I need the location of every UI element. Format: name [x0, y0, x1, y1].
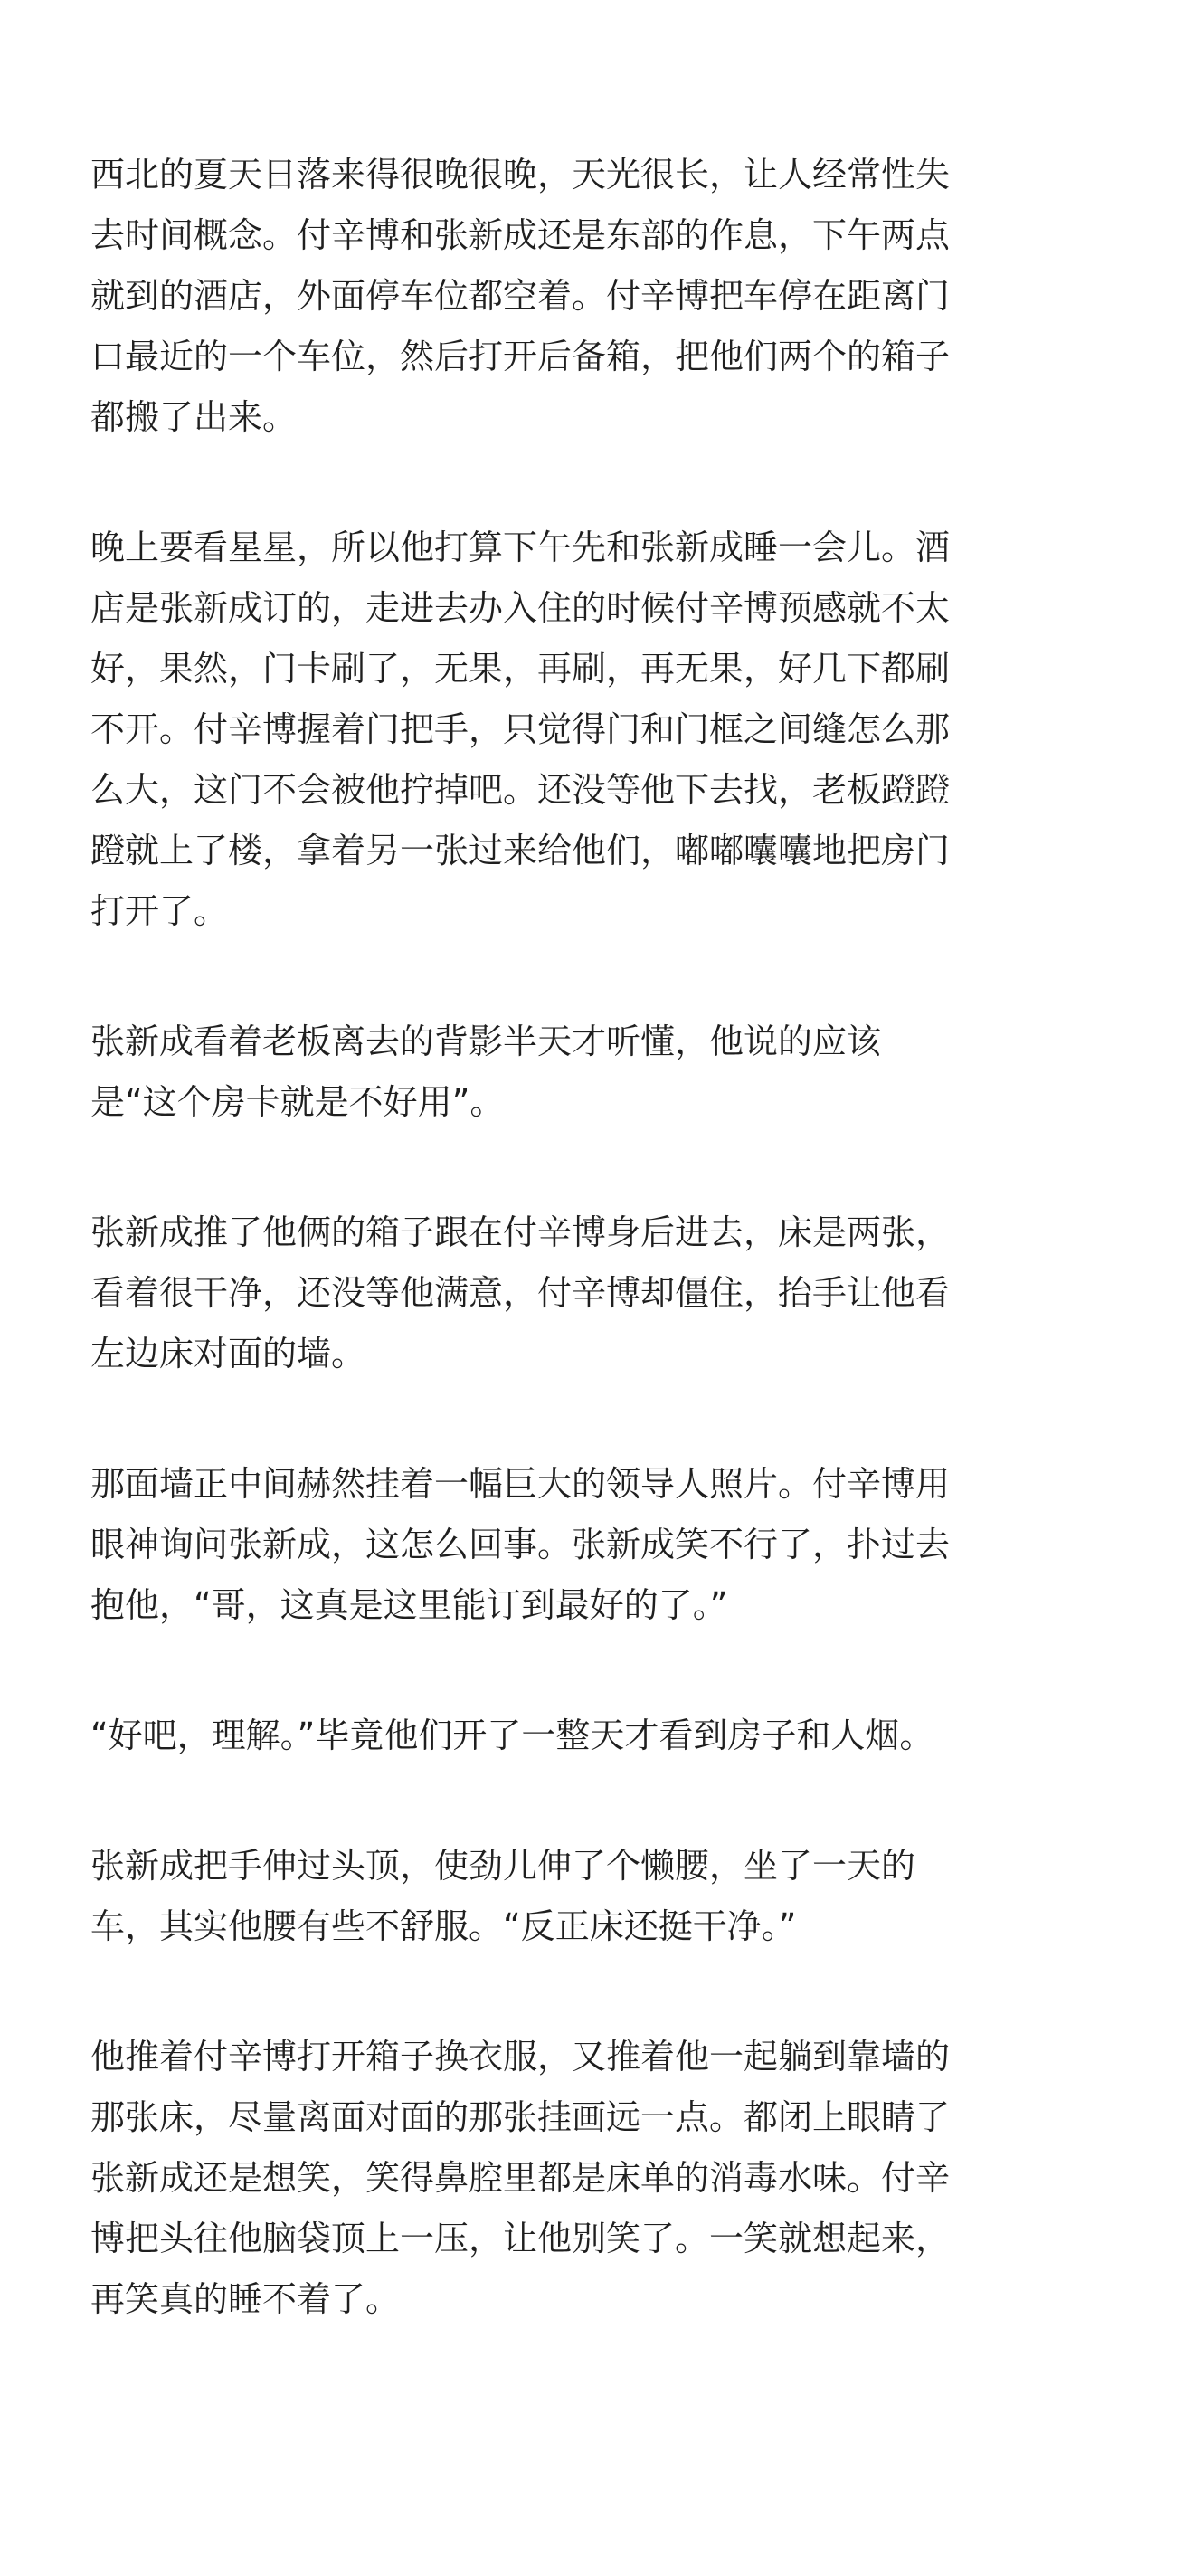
text-line: 西北的夏天日落来得很晚很晚，天光很长，让人经常性失: [90, 155, 951, 195]
text-line: 张新成把手伸过头顶，使劲儿伸了个懒腰，坐了一天的: [90, 1846, 916, 1886]
text-line: 蹬就上了楼，拿着另一张过来给他们，嘟嘟囔囔地把房门: [90, 831, 951, 870]
text-line: 眼神询问张新成，这怎么回事。张新成笑不行了，扑过去: [90, 1525, 951, 1564]
text-line: 么大，这门不会被他拧掉吧。还没等他下去找，老板蹬蹬: [90, 770, 951, 810]
paragraph-4: [90, 1202, 1104, 1384]
text-line: 博把头往他脑袋顶上一压，让他别笑了。一笑就想起来，: [90, 2219, 951, 2258]
text-line: 就到的酒店，外面停车位都空着。付辛博把车停在距离门: [90, 276, 951, 316]
text-line: 打开了。: [90, 891, 229, 931]
paragraph-8: [90, 2027, 1104, 2330]
text-line: 张新成看着老板离去的背影半天才听懂，他说的应该: [90, 1022, 882, 1061]
text-line: 是“这个房卡就是不好用”。: [90, 1082, 505, 1122]
paragraph-7: [90, 1836, 1104, 1957]
text-line: “好吧，理解。”毕竟他们开了一整天才看到房子和人烟。: [90, 1716, 934, 1755]
paragraph-6: [90, 1706, 1104, 1766]
text-line: 那面墙正中间赫然挂着一幅巨大的领导人照片。付辛博用: [90, 1464, 951, 1504]
paragraph-1: [90, 145, 1104, 448]
text-line: 再笑真的睡不着了。: [90, 2279, 401, 2319]
text-line: 晚上要看星星，所以他打算下午先和张新成睡一会儿。酒: [90, 528, 951, 567]
text-line: 去时间概念。付辛博和张新成还是东部的作息，下午两点: [90, 215, 951, 255]
text-line: 店是张新成订的，走进去办入住的时候付辛博预感就不太: [90, 588, 951, 628]
paragraph-3: [90, 1012, 1104, 1133]
text-line: 他推着付辛博打开箱子换衣服，又推着他一起躺到靠墙的: [90, 2037, 951, 2077]
text-line: 那张床，尽量离面对面的那张挂画远一点。都闭上眼睛了: [90, 2097, 951, 2137]
text-line: 都搬了出来。: [90, 397, 298, 437]
paragraph-2: [90, 518, 1104, 942]
text-line: 好，果然，门卡刷了，无果，再刷，再无果，好几下都刷: [90, 649, 951, 689]
paragraph-5: [90, 1454, 1104, 1636]
text-line: 左边床对面的墙。: [90, 1334, 366, 1374]
text-line: 车，其实他腰有些不舒服。“反正床还挺干净。”: [90, 1906, 797, 1946]
text-line: 不开。付辛博握着门把手，只觉得门和门框之间缝怎么那: [90, 709, 951, 749]
text-line: 张新成推了他俩的箱子跟在付辛博身后进去，床是两张，: [90, 1212, 951, 1252]
text-line: 抱他，“哥，这真是这里能订到最好的了。”: [90, 1585, 728, 1625]
text-line: 看着很干净，还没等他满意，付辛博却僵住，抬手让他看: [90, 1273, 951, 1313]
text-line: 张新成还是想笑，笑得鼻腔里都是床单的消毒水味。付辛: [90, 2158, 951, 2198]
article-body: [90, 145, 1104, 2400]
text-line: 口最近的一个车位，然后打开后备箱，把他们两个的箱子: [90, 337, 951, 376]
